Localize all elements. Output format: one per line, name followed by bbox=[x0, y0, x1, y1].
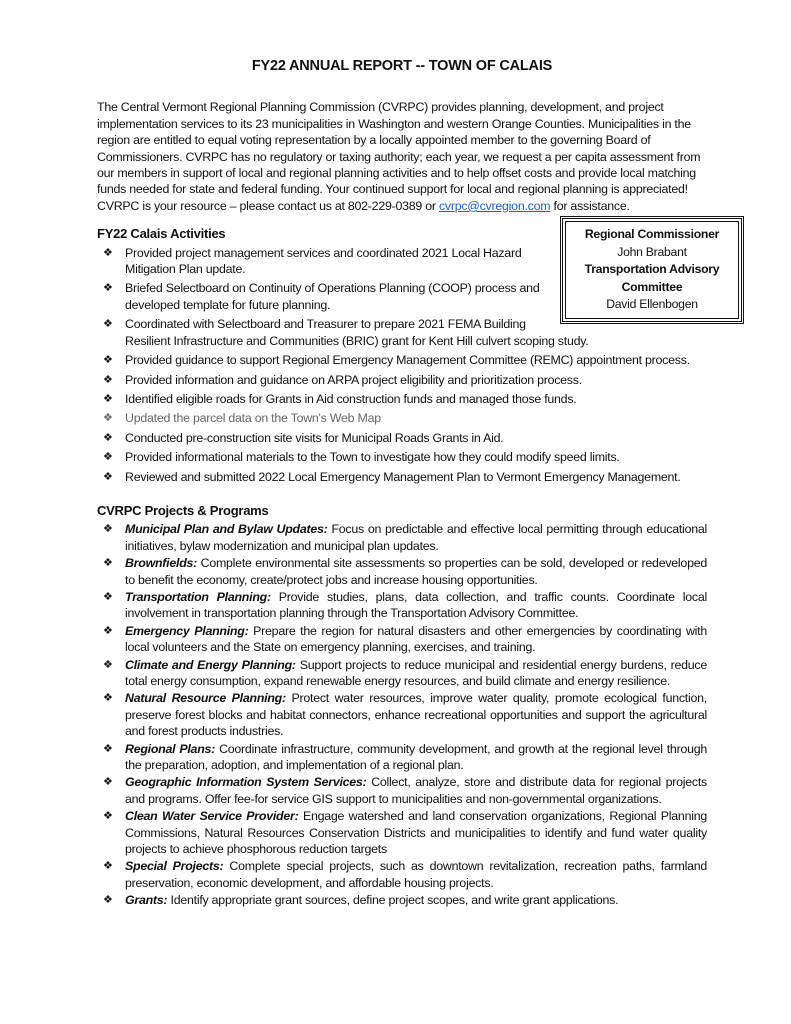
bullet-icon: ❖ bbox=[103, 470, 113, 483]
projects-list bbox=[97, 521, 707, 908]
activity-item bbox=[97, 391, 707, 407]
project-title: Municipal Plan and Bylaw Updates: bbox=[125, 522, 328, 537]
activity-text: Provided project management services and coordinated 2021 Local Hazard Mitigation Plan update. bbox=[125, 245, 522, 277]
tac-name: David Ellenbogen bbox=[606, 297, 698, 312]
activity-text: Briefed Selectboard on Continuity of Operations Planning (COOP) process and developed template for future planning. bbox=[125, 281, 540, 312]
project-title: Emergency Planning: bbox=[125, 623, 249, 638]
activity-item bbox=[97, 469, 707, 485]
bullet-icon: ❖ bbox=[103, 246, 113, 259]
activity-item bbox=[97, 245, 707, 278]
bullet-icon: ❖ bbox=[103, 354, 113, 367]
commissioner-label: Regional Commissioner bbox=[584, 227, 720, 242]
bullet-icon: ❖ bbox=[103, 860, 113, 873]
project-title: Natural Resource Planning: bbox=[125, 691, 286, 706]
project-item bbox=[97, 521, 707, 554]
commissioner-name: John Brabant bbox=[617, 244, 687, 259]
intro-text: The Central Vermont Regional Planning Commission (CVRPC) provides planning, development, and project implementation services to its 23 municipalities in Washington and western Orange Counties. Municipalities in the region are entitled to equal voting representation by a locally appointed member to the governing Board of Commissioners. CVRPC has no regulatory or taxing authority; each year, we request a per capita assessment from our members in support of local and regional planning activities and to help offset costs and provide local matching funds needed for state and federal funding. Your continued support for local and regional planning is appreciated! CVRPC is your resource – please contact us at 802-229-0389 or bbox=[97, 100, 701, 213]
project-item bbox=[97, 657, 707, 690]
tac-label: Transportation Advisory Committee bbox=[584, 262, 720, 294]
activity-item bbox=[97, 449, 707, 465]
bullet-icon: ❖ bbox=[103, 318, 113, 331]
activity-item bbox=[97, 352, 707, 368]
project-item bbox=[97, 858, 707, 891]
bullet-icon: ❖ bbox=[103, 451, 113, 464]
bullet-icon: ❖ bbox=[103, 590, 113, 603]
bullet-icon: ❖ bbox=[103, 624, 113, 637]
project-item bbox=[97, 690, 707, 739]
document-page bbox=[97, 58, 720, 910]
bullet-icon: ❖ bbox=[103, 373, 113, 386]
project-title: Brownfields: bbox=[125, 556, 198, 571]
bullet-icon: ❖ bbox=[103, 523, 113, 536]
activity-text: Provided informational materials to the Town to investigate how they could modify speed limits. bbox=[125, 450, 620, 465]
activity-item bbox=[97, 280, 707, 313]
project-text: Complete environmental site assessments so properties can be sold, developed or redeveloped to benefit the economy, create/protect jobs and increase housing opportunities. bbox=[125, 556, 707, 587]
project-title: Grants: bbox=[125, 893, 168, 908]
project-text: Provide studies, plans, data collection, and traffic counts. Coordinate local involvement in transportation planning through the Transportation Advisory Committee. bbox=[125, 589, 707, 621]
project-text: Identify appropriate grant sources, define project scopes, and write grant applications. bbox=[167, 893, 619, 908]
bullet-icon: ❖ bbox=[103, 742, 113, 755]
activities-heading: FY22 Calais Activities bbox=[97, 226, 226, 242]
project-text: Focus on predictable and effective local permitting through educational initiatives, bylaw modernization and municipal plan updates. bbox=[125, 522, 707, 553]
activity-text: Identified eligible roads for Grants in Aid construction funds and managed those funds. bbox=[125, 391, 577, 406]
project-title: Clean Water Service Provider: bbox=[125, 809, 299, 824]
bullet-icon: ❖ bbox=[103, 658, 113, 671]
bullet-icon: ❖ bbox=[103, 412, 113, 425]
projects-heading: CVRPC Projects & Programs bbox=[97, 502, 269, 518]
intro-paragraph bbox=[97, 99, 707, 214]
project-text: Engage watershed and land conservation organizations, Regional Planning Commissions, Natural Resources Conservation Districts and municipalities to identify and fund water quality projects to achieve phosphorous reduction targets bbox=[125, 809, 708, 857]
activity-item bbox=[97, 316, 707, 349]
activity-text: Reviewed and submitted 2022 Local Emergency Management Plan to Vermont Emergency Management. bbox=[125, 469, 681, 484]
activity-text: Provided guidance to support Regional Emergency Management Committee (REMC) appointment process. bbox=[125, 353, 690, 368]
activity-text: Coordinated with Selectboard and Treasurer to prepare 2021 FEMA Building Resilient Infrastructure and Communities (BRIC) grant for Kent Hill culvert scoping study. bbox=[125, 317, 589, 348]
project-text: Collect, analyze, store and distribute data for regional projects and programs. Offer fee-for service GIS support to municipalities and non-governmental organizations. bbox=[125, 775, 707, 806]
email-link[interactable]: cvrpc@cvregion.com bbox=[438, 198, 551, 213]
project-text: Coordinate infrastructure, community development, and growth at the regional level through the preparation, adoption, and implementation of a regional plan. bbox=[125, 741, 708, 773]
project-title: Regional Plans: bbox=[125, 741, 216, 756]
project-title: Climate and Energy Planning: bbox=[125, 657, 296, 672]
bullet-icon: ❖ bbox=[103, 692, 113, 705]
project-item bbox=[97, 892, 707, 908]
project-item bbox=[97, 741, 707, 774]
activity-text: Conducted pre-construction site visits for Municipal Roads Grants in Aid. bbox=[125, 430, 504, 445]
project-item bbox=[97, 555, 707, 588]
project-text: Complete special projects, such as downtown revitalization, recreation paths, farmland preservation, economic development, and affordable housing projects. bbox=[125, 859, 708, 890]
bullet-icon: ❖ bbox=[103, 557, 113, 570]
project-title: Transportation Planning: bbox=[125, 589, 271, 604]
bullet-icon: ❖ bbox=[103, 776, 113, 789]
bullet-icon: ❖ bbox=[103, 392, 113, 405]
bullet-icon: ❖ bbox=[103, 894, 113, 907]
bullet-icon: ❖ bbox=[103, 431, 113, 444]
bullet-icon: ❖ bbox=[103, 810, 113, 823]
page-title: FY22 ANNUAL REPORT -- TOWN OF CALAIS bbox=[251, 58, 553, 74]
intro-text-end: for assistance. bbox=[550, 198, 630, 213]
project-text: Prepare the region for natural disasters and other emergencies by coordinating with local volunteers and the State on emergency planning, exercises, and training. bbox=[125, 623, 707, 655]
activities-list bbox=[97, 245, 707, 485]
activity-item bbox=[97, 410, 707, 426]
activity-text: Provided information and guidance on ARPA project eligibility and prioritization process. bbox=[125, 372, 582, 387]
activity-text: Updated the parcel data on the Town's Web Map bbox=[125, 411, 381, 426]
project-title: Special Projects: bbox=[125, 859, 224, 874]
activity-item bbox=[97, 430, 707, 446]
project-text: Support projects to reduce municipal and residential energy burdens, reduce total energy consumption, expand renewable energy resources, and build climate and energy resilience. bbox=[125, 657, 707, 688]
project-item bbox=[97, 589, 707, 622]
activity-item bbox=[97, 372, 707, 388]
project-item bbox=[97, 808, 707, 857]
project-item bbox=[97, 623, 707, 656]
project-text: Protect water resources, improve water quality, promote ecological function, preserve forest blocks and habitat connectors, enhance recreational opportunities and support the agricultural and forest products industries. bbox=[125, 691, 707, 739]
project-title: Geographic Information System Services: bbox=[125, 775, 367, 790]
bullet-icon: ❖ bbox=[103, 282, 113, 295]
project-item bbox=[97, 774, 707, 807]
